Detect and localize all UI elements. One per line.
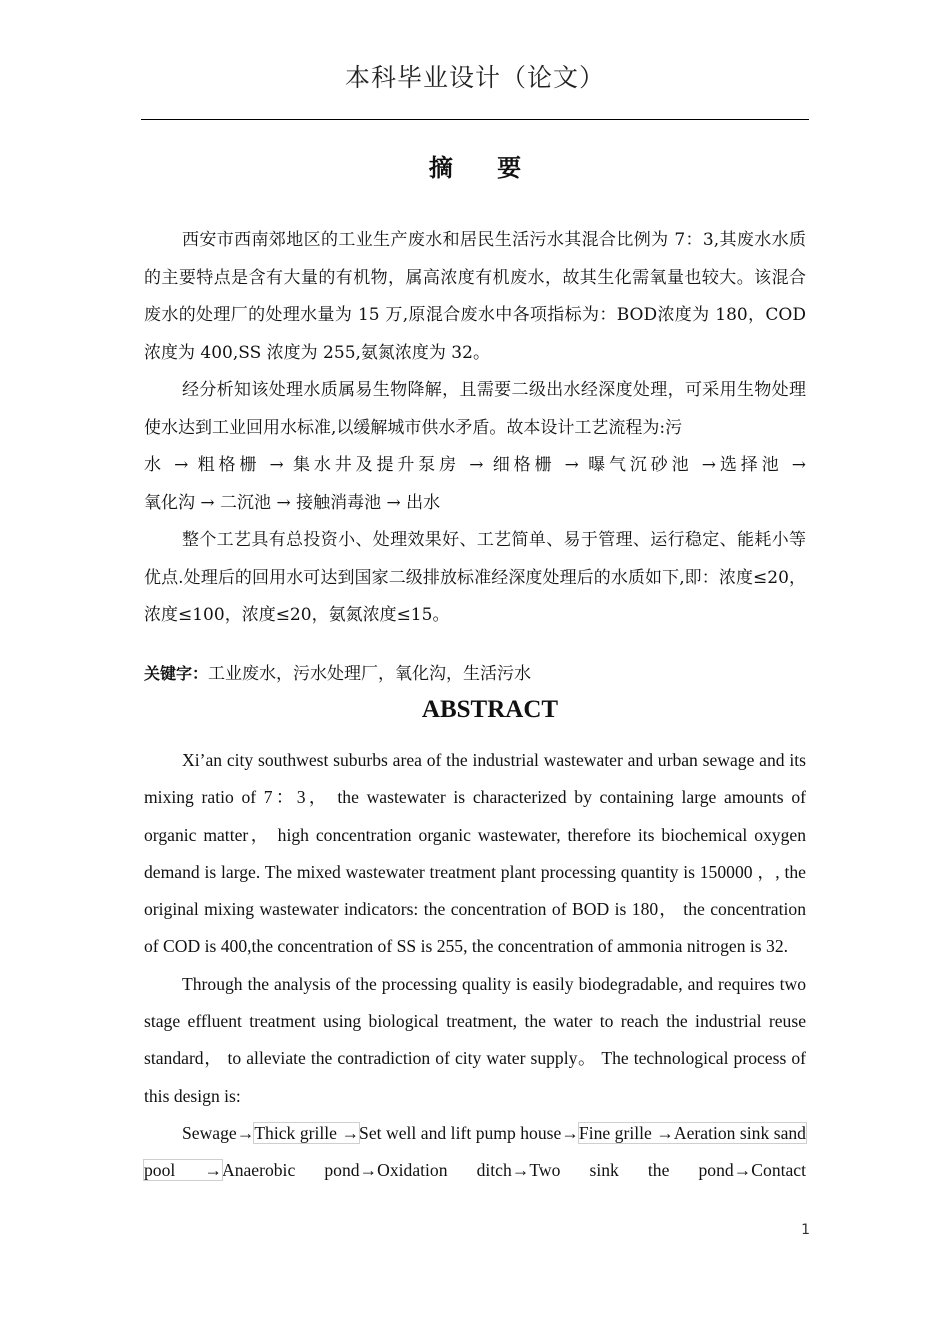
keywords: [144, 659, 806, 684]
abstract-cn-title: 摘 要: [428, 153, 540, 182]
abstract-en-paragraph: Xi’an city southwest suburbs area of the industrial wastewater and urban sewage and its mixing ratio of 7：3， the wastewater is characterized by containing large amounts of organic matter， high concentration organic wastewater, therefore its biochemical oxygen demand is large. The mixed wastewater treatment plant processing quantity is 150000 ，, the original mixing wastewater indicators: the concentration of BOD is 180， the concentration of COD is 400,the concentration of SS is 255, the concentration of ammonia nitrogen is 32.: [144, 750, 806, 957]
abstract-en-paragraph: Through the analysis of the processing quality is easily biodegradable, and requires two stage effluent treatment using biological treatment, the water to reach the industrial reuse standard， to alleviate the contradiction of city water supply。 The technological process of this design is:: [144, 973, 806, 1106]
keywords-text: 工业废水，污水处理厂，氧化沟，生活污水: [208, 664, 532, 684]
flow-step-boxed: Thick grille →: [254, 1122, 360, 1143]
flow-step-boxed: Fine grille →Aeration sink sand pool →: [144, 1122, 806, 1181]
abstract-en-title: ABSTRACT: [421, 696, 559, 723]
flow-step: Sewage→: [182, 1122, 255, 1143]
abstract-cn-body: [144, 222, 806, 635]
flow-step: Anaerobic pond→Oxidation ditch→Two sink the pond→Contact: [221, 1160, 807, 1181]
abstract-en-flow: [144, 1115, 806, 1190]
abstract-cn-paragraph: 经分析知该处理水质属易生物降解，且需要二级出水经深度处理，可采用生物处理使水达到工业回用水标准,以缓解城市供水矛盾。故本设计工艺流程为:污: [144, 380, 806, 438]
abstract-en-body: [144, 742, 806, 1190]
process-flow-line: 水 → 粗格栅 → 集水井及提升泵房 → 细格栅 → 曝气沉砂池 →选择池 →: [144, 455, 806, 475]
abstract-cn-paragraph: 西安市西南郊地区的工业生产废水和居民生活污水其混合比例为 7：3,其废水水质的主要特点是含有大量的有机物，属高浓度有机废水，故其生化需氧量也较大。该混合废水的处理厂的处理水量为 15 万,原混合废水中各项指标为：BOD浓度为 180，COD 浓度为 400,SS 浓度为 255,氨氮浓度为 32。: [144, 230, 806, 363]
running-header: 本科毕业设计（论文）: [344, 63, 605, 92]
page-number: 1: [801, 1222, 810, 1238]
flow-step: Set well and lift pump house→: [359, 1122, 579, 1143]
keywords-label: 关键字：: [144, 664, 209, 683]
abstract-cn-paragraph: 整个工艺具有总投资小、处理效果好、工艺简单、易于管理、运行稳定、能耗小等优点.处理后的回用水可达到国家二级排放标准经深度处理后的水质如下,即：浓度≤20，浓度≤100，浓度≤20，氨氮浓度≤15。: [144, 530, 806, 625]
process-flow-tail: 氧化沟 → 二沉池 → 接触消毒池 → 出水: [144, 492, 441, 513]
header-rule: [141, 119, 809, 120]
